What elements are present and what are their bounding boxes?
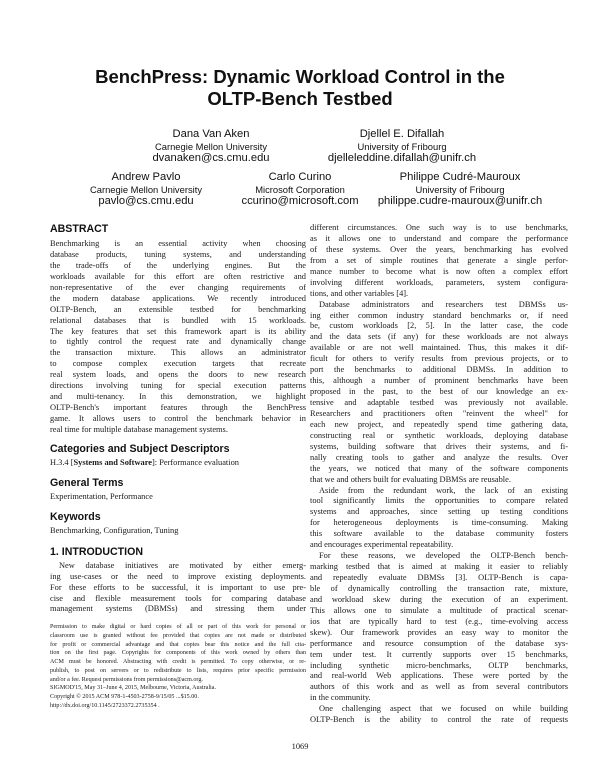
right-column-line: this, although a number of prominent benchmarks have been — [310, 376, 568, 386]
author-email: djelleleddine.difallah@unifr.ch — [327, 152, 477, 164]
author-affiliation: University of Fribourg — [357, 141, 447, 152]
right-column-line: One challenging aspect that we focused on while building — [319, 704, 568, 714]
right-column-line: authors of this work and as well as from several contributors — [310, 682, 568, 692]
permission-line: classroom use is granted without fee provided that copies are not made or distributed — [50, 633, 306, 640]
author-block — [340, 171, 580, 208]
right-column-line: that we and others built for evaluating DBMSs are reusable. — [310, 474, 511, 484]
right-column-line: tem under test. It currently supports over 15 benchmarks, — [310, 649, 568, 659]
author-email: philippe.cudre-mauroux@unifr.ch — [377, 195, 543, 207]
abstract-line: to compose complex execution targets that recreate — [50, 359, 306, 369]
right-column-line: systems, building software that drives their systems, and fi- — [310, 441, 568, 451]
right-column-line: tensive and adaptable testbed was previously not available. — [310, 398, 568, 407]
abstract-line: to tightly control the request rate and dynamically change — [50, 337, 306, 347]
abstract-line: game. It allows users to control the benchmark behavior in — [50, 414, 306, 423]
author-name: Philippe Cudré-Mauroux — [399, 171, 521, 183]
right-column-line: mance number to become what is now often a complex effort — [310, 266, 568, 276]
author-block — [282, 128, 522, 165]
right-column-line: nally creating tools to gather and analyze the results. Over — [310, 452, 568, 462]
right-column-line: of these systems. Over the years, benchmarking has evolved — [310, 244, 568, 254]
right-column-line: performance and resource consumption of the database sys- — [310, 638, 568, 648]
right-column-line: as it allows one to understand and compare the performance — [310, 233, 568, 243]
right-column-line: and real-world Web applications. These were ported by the — [310, 671, 568, 681]
right-column-line: involving different workloads, parameters, system configura- — [310, 277, 568, 287]
author-email: ccurino@microsoft.com — [241, 195, 359, 207]
abstract-line: real system loads, and opens the doors to new research — [50, 370, 306, 380]
right-column-line: and repeatedly evaluate DBMSs [3]. OLTP-Bench is capa- — [310, 573, 568, 582]
abstract-line: real time for multiple database management systems. — [50, 424, 228, 434]
paper-title — [0, 66, 600, 110]
categories-heading: Categories and Subject Descriptors — [50, 442, 230, 455]
abstract-line: database products, tuning systems, and understanding — [50, 249, 306, 259]
permission-line: tion on the first page. Copyrights for components of this work owned by others than — [50, 650, 306, 657]
introduction-heading: 1. INTRODUCTION — [50, 545, 143, 558]
permission-line: Permission to make digital or hard copies of all or part of this work for personal or — [50, 624, 306, 631]
right-column-line: Aside from the redundant work, the lack of an existing — [319, 485, 568, 495]
right-column-line: proposed in the past, to the best of our knowledge an ex- — [310, 387, 568, 397]
abstract-line: the transaction mixture. This allows an administrator — [50, 348, 306, 358]
author-name: Djellel E. Difallah — [359, 128, 445, 140]
right-column-line: and encourages experimental repeatability. — [310, 540, 454, 550]
right-column-line: ios that are typically hard to test (e.g., time-evolving access — [310, 616, 568, 626]
abstract-line: the trade-offs of the underlying engines. But the — [50, 260, 306, 270]
right-column-body — [310, 223, 568, 726]
right-column-line: including synthetic micro-benchmarks, OLTP benchmarks, — [310, 660, 568, 670]
permission-line: SIGMOD'15, May 31–June 4, 2015, Melbourne, Victoria, Australia. — [50, 685, 216, 692]
right-column — [310, 223, 568, 726]
introduction-body — [50, 561, 306, 616]
title-line-1: BenchPress: Dynamic Workload Control in the — [95, 66, 505, 87]
right-column-line: available or are not well maintained. Thus, this makes it dif- — [310, 343, 568, 353]
author-affiliation: Microsoft Corporation — [255, 184, 345, 195]
right-column-line: ficult for others to verify results from previous projects, or to — [310, 354, 568, 364]
right-column-line: from a set of simple routines that generate a single perfor- — [310, 255, 568, 265]
abstract-line: non-representative of the ever changing requirements of — [50, 282, 306, 292]
permission-line: publish, to post on servers or to redistribute to lists, requires prior specific permission — [50, 667, 306, 674]
right-column-line: Researchers and practitioners often "reinvent the wheel" for — [310, 408, 568, 418]
categories-text: H.3.4 [Systems and Software]: Performance evaluation — [50, 457, 239, 467]
right-column-line: constructing real or synthetic workloads, deploying database — [310, 430, 568, 440]
right-column-line: each new project, and repeatedly spend time gathering data, — [310, 419, 568, 429]
general-terms-heading: General Terms — [50, 476, 124, 489]
right-column-line: different circumstances. One such way is to use benchmarks, — [310, 223, 568, 232]
right-column-line: and workload skew during the execution of an experiment. — [310, 594, 568, 604]
abstract-heading: ABSTRACT — [50, 223, 109, 235]
author-name: Andrew Pavlo — [111, 171, 181, 183]
abstract-line: relational databases that is bundled with 15 workloads. — [50, 315, 306, 325]
right-column-line: This allows one to simulate a multitude of practical scenar- — [310, 605, 568, 615]
keywords-text: Benchmarking, Configuration, Tuning — [50, 525, 179, 535]
abstract-line: and multi-tenancy. In this demonstration, we highlight — [50, 392, 306, 402]
right-column-line: marking testbed that is aimed at making it easier to reliably — [310, 562, 568, 572]
right-column-line: tions, and other variables [4]. — [310, 288, 409, 298]
permission-line: for profit or commercial advantage and that copies bear this notice and the full cita- — [50, 641, 306, 648]
introduction-line: management systems (DBMSs) and stressing them under — [50, 604, 306, 614]
author-affiliation: Carnegie Mellon University — [89, 184, 203, 195]
page-number: 1069 — [291, 742, 309, 751]
right-column-line: for heterogeneous deployments is time-consuming. Making — [310, 518, 568, 528]
abstract-line: The key features that set this framework apart is its ability — [50, 326, 306, 336]
permission-line: and/or a fee. Request permissions from permissions@acm.org. — [50, 676, 203, 683]
author-name: Dana Van Aken — [172, 128, 250, 140]
abstract-line: workloads available for this effort are often restrictive and — [50, 271, 306, 281]
permission-line: http://dx.doi.org/10.1145/2723372.2735354 . — [50, 702, 160, 709]
right-column-line: Database administrators and researchers test DBMSs us- — [319, 299, 568, 309]
right-column-line: port the benchmarks to additional DBMSs. In addition to — [310, 365, 568, 375]
right-column-line: ing either common industry standard benchmarks or, if need — [310, 310, 568, 320]
abstract-line: directions involving tuning for special execution patterns — [50, 381, 306, 391]
abstract-body — [50, 239, 306, 436]
right-column-line: systems and approaches, since setting up testing conditions — [310, 507, 568, 517]
right-column-line: ble of dynamically controlling the transaction rate, mixture, — [310, 583, 568, 593]
right-column-line: For these reasons, we developed the OLTP-Bench bench- — [319, 551, 568, 561]
introduction-line: cise and flexible measurement tools for comparing database — [50, 593, 306, 603]
author-email: pavlo@cs.cmu.edu — [98, 195, 194, 207]
introduction-line: New database initiatives are motivated by either emerg- — [59, 560, 306, 570]
title-line-2: OLTP-Bench Testbed — [207, 88, 393, 109]
general-terms-text: Experimentation, Performance — [50, 491, 153, 501]
abstract-line: OLTP-Bench, an extensible testbed for benchmarking — [50, 304, 306, 314]
permission-line: ACM must be honored. Abstracting with credit is permitted. To copy otherwise, or re- — [50, 659, 306, 666]
right-column-line: skew). Our framework provides an easy way to monitor the — [310, 627, 568, 637]
author-affiliation: Carnegie Mellon University — [154, 141, 268, 152]
introduction-line: ing use-cases or the need to improve existing deployments. — [50, 571, 306, 581]
abstract-line: OLTP-Bench's important features through the BenchPress — [50, 403, 306, 413]
abstract-line: the modern database applications. We recently introduced — [50, 293, 306, 303]
introduction-line: For these efforts to be successful, it is important to use pre- — [50, 582, 306, 592]
right-column-line: and the data sets (if any) for these workloads are not always — [310, 332, 568, 342]
right-column-line: OLTP-Bench is the ability to control the rate of requests — [310, 715, 568, 725]
permission-line: Copyright © 2015 ACM 978-1-4503-2758-9/15/05 ...$15.00. — [50, 693, 199, 700]
right-column-line: this software available to the database community fosters — [310, 529, 568, 539]
right-column-line: be, custom workloads [2, 5]. In the latter case, the code — [310, 321, 568, 331]
right-column-line: in the community. — [310, 693, 371, 703]
left-column — [50, 223, 306, 710]
permission-notice — [50, 623, 306, 710]
author-name: Carlo Curino — [268, 171, 332, 183]
right-column-line: the years, we noticed that many of the software components — [310, 463, 568, 473]
author-affiliation: University of Fribourg — [415, 184, 505, 195]
keywords-heading: Keywords — [50, 510, 101, 523]
abstract-line: Benchmarking is an essential activity when choosing — [50, 239, 306, 248]
author-email: dvanaken@cs.cmu.edu — [152, 152, 270, 164]
right-column-line: tool significantly limits the opportunities to compare related — [310, 496, 568, 506]
